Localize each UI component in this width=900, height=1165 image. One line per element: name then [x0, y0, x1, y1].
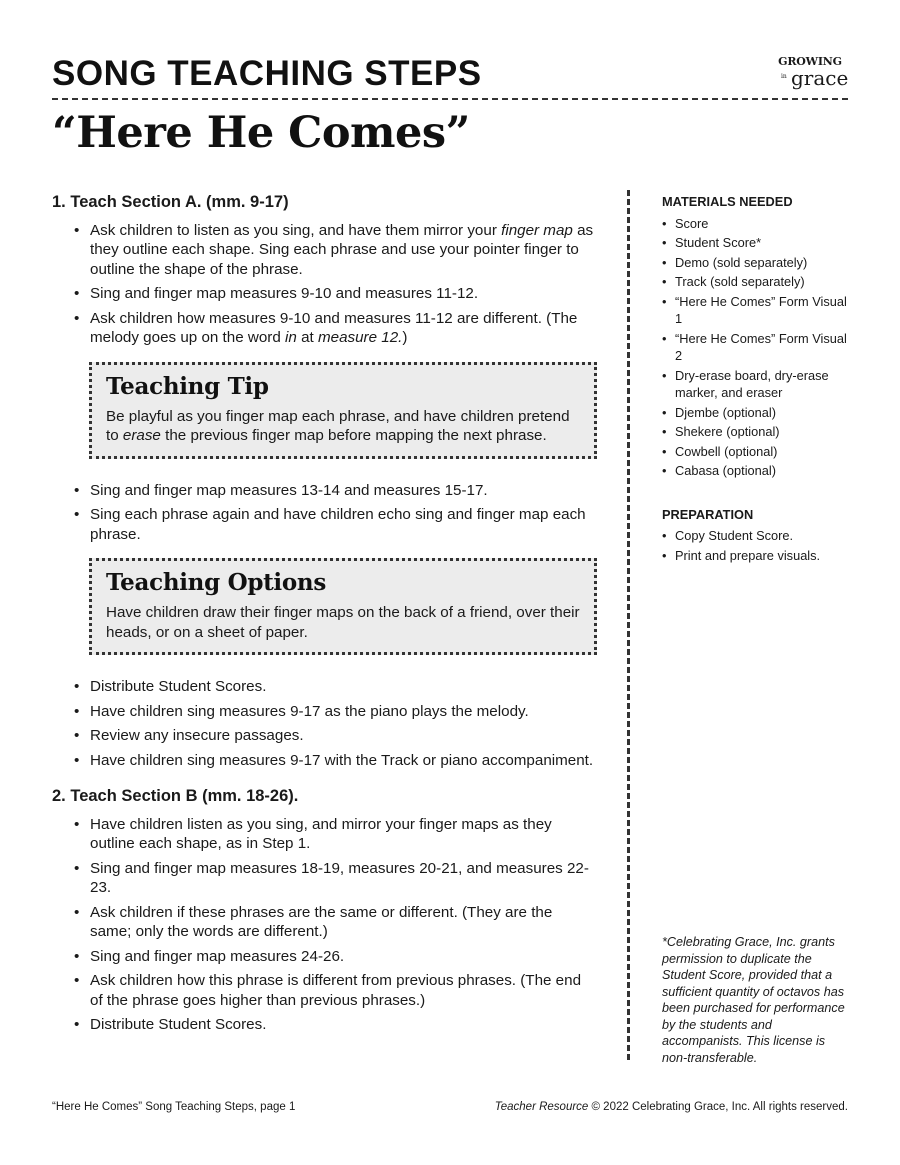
list-item: • Ask children if these phrases are the same or different. (They are the same; only the words are different.) — [52, 903, 597, 942]
list-item: • Have children sing measures 9-17 as the piano plays the melody. — [52, 702, 597, 722]
logo-word-growing: GROWING — [778, 55, 842, 68]
header-dashed-rule — [52, 98, 848, 100]
logo-word-in: in — [781, 73, 787, 80]
section-1-heading: 1. Teach Section A. (mm. 9-17) — [52, 193, 289, 211]
section-1-list-a — [52, 221, 597, 348]
material-item: • Demo (sold separately) — [662, 254, 852, 272]
preparation-item: • Copy Student Score. — [662, 527, 852, 545]
permission-note: *Celebrating Grace, Inc. grants permission to duplicate the Student Score, provided that a sufficient quantity of octavos has been purchased for performance by the students and accompanists. This license is non-transferable. — [662, 935, 845, 1065]
list-item: • Ask children how this phrase is different from previous phrases. (The end of the phrase goes higher than previous phrases.) — [52, 971, 597, 1010]
list-item: • Distribute Student Scores. — [52, 677, 597, 697]
footer-copyright: Teacher Resource © 2022 Celebrating Grace, Inc. All rights reserved. — [494, 1101, 848, 1113]
list-item: • Sing and finger map measures 18-19, measures 20-21, and measures 22-23. — [52, 859, 597, 898]
teaching-options-box — [89, 558, 597, 655]
preparation-item: • Print and prepare visuals. — [662, 547, 852, 565]
material-item: • “Here He Comes” Form Visual 2 — [662, 330, 852, 365]
material-item: • Dry-erase board, dry-erase marker, and eraser — [662, 367, 852, 402]
list-item: • Have children listen as you sing, and mirror your finger maps as they outline each shape, as in Step 1. — [52, 815, 597, 854]
material-item: • Cowbell (optional) — [662, 443, 852, 461]
section-2-heading: 2. Teach Section B (mm. 18-26). — [52, 787, 299, 805]
footer-page-label: “Here He Comes” Song Teaching Steps, page 1 — [52, 1101, 296, 1113]
song-title: “Here He Comes” — [52, 108, 470, 158]
sidebar — [662, 193, 852, 566]
teaching-tip-title: Teaching Tip — [106, 372, 269, 400]
material-item: • Score — [662, 215, 852, 233]
material-item: • Student Score* — [662, 234, 852, 252]
material-item: • Cabasa (optional) — [662, 462, 852, 480]
list-item: • Sing and finger map measures 24-26. — [52, 947, 597, 967]
column-divider — [627, 190, 630, 1060]
preparation-heading: PREPARATION — [662, 506, 754, 522]
material-item: • “Here He Comes” Form Visual 1 — [662, 293, 852, 328]
preparation-list — [662, 527, 852, 564]
section-2-list — [52, 815, 597, 1035]
growing-in-grace-logo — [773, 56, 847, 96]
section-1-list-c — [52, 677, 597, 770]
list-item: • Review any insecure passages. — [52, 726, 597, 746]
list-item: • Sing and finger map measures 9-10 and measures 11-12. — [52, 284, 597, 304]
main-content — [52, 193, 597, 1040]
section-1-list-b — [52, 481, 597, 545]
teaching-tip-text: Be playful as you finger map each phrase, and have children pretend to erase the previous finger map before mapping the next phrase. — [106, 407, 570, 444]
teaching-options-title: Teaching Options — [106, 569, 326, 596]
teaching-tip-box — [89, 362, 597, 459]
materials-heading: MATERIALS NEEDED — [662, 194, 793, 209]
teaching-options-text: Have children draw their finger maps on the back of a friend, over their heads, or on a sheet of paper. — [106, 604, 580, 641]
list-item: • Sing each phrase again and have children echo sing and finger map each phrase. — [52, 505, 597, 544]
list-item: • Sing and finger map measures 13-14 and measures 15-17. — [52, 481, 597, 501]
header-title: SONG TEACHING STEPS — [52, 54, 482, 93]
list-item: • Have children sing measures 9-17 with the Track or piano accompaniment. — [52, 751, 597, 771]
material-item: • Shekere (optional) — [662, 423, 852, 441]
list-item: • Ask children to listen as you sing, and have them mirror your finger map as they outline each shape. Sing each phrase and use your pointer finger to outline the shape of the phrase. — [52, 221, 597, 280]
list-item: • Distribute Student Scores. — [52, 1015, 597, 1035]
logo-word-grace: grace — [791, 66, 849, 90]
materials-list — [662, 215, 852, 480]
list-item: • Ask children how measures 9-10 and measures 11-12 are different. (The melody goes up on the word in at measure 12.) — [52, 309, 597, 348]
material-item: • Track (sold separately) — [662, 273, 852, 291]
material-item: • Djembe (optional) — [662, 404, 852, 422]
